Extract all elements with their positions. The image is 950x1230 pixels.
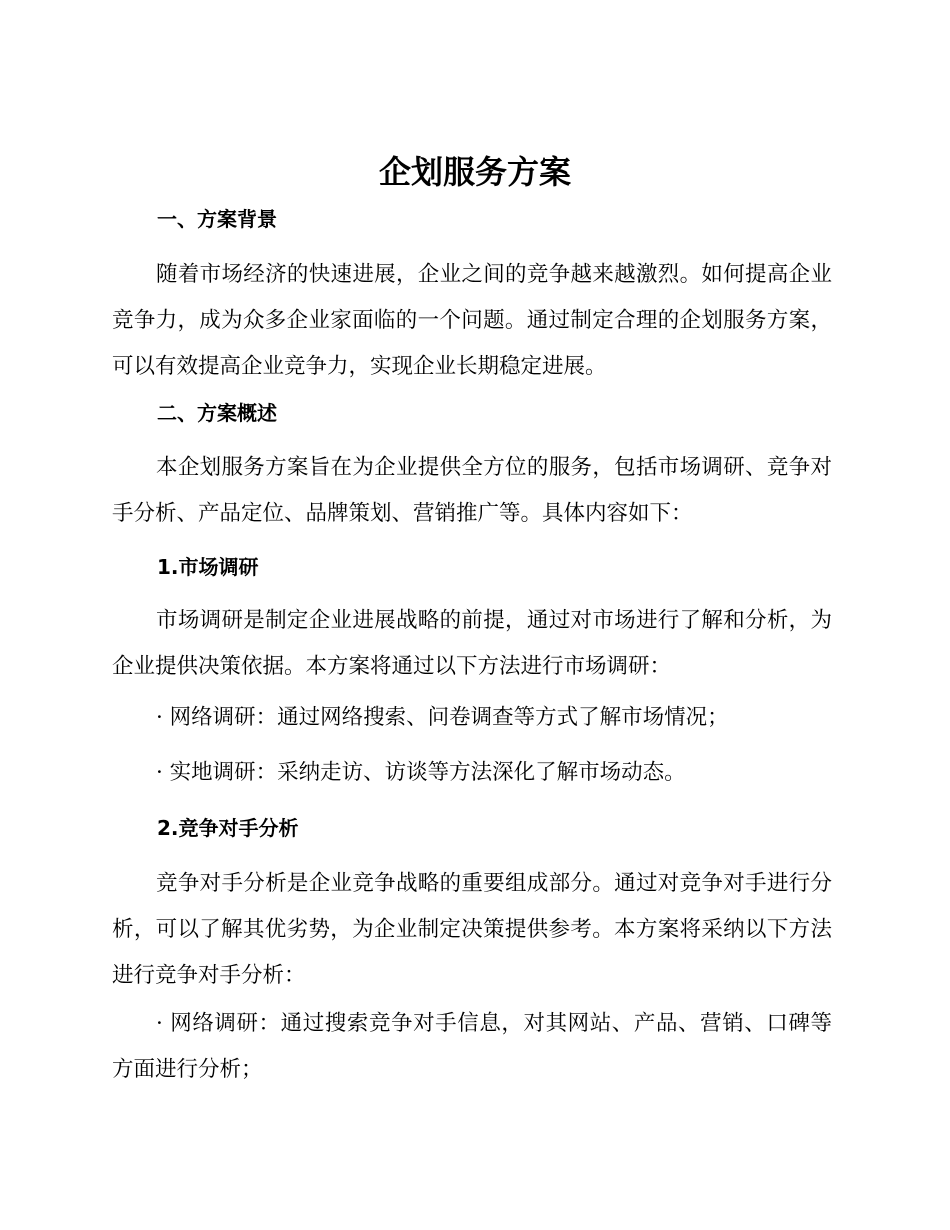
subsection-heading-market-research: 1.市场调研 [157, 555, 259, 579]
bullet-online-research: · 网络调研：通过网络搜索、问卷调查等方式了解市场情况； [156, 705, 729, 730]
section-paragraph-overview: 本企划服务方案旨在为企业提供全方位的服务，包括市场调研、竞争对手分析、产品定位、品牌策划、营销推广等。具体内容如下： [112, 455, 832, 526]
bullet-field-research: · 实地调研：采纳走访、访谈等方法深化了解市场动态。 [156, 760, 686, 785]
document-title: 企划服务方案 [378, 153, 571, 191]
subsection-heading-competitor-analysis: 2.竞争对手分析 [157, 816, 299, 840]
subsection-paragraph-market-research: 市场调研是制定企业进展战略的前提，通过对市场进行了解和分析，为企业提供决策依据。本方案将通过以下方法进行市场调研： [112, 608, 832, 679]
section-heading-background: 一、方案背景 [157, 207, 277, 231]
subsection-paragraph-competitor-analysis: 竞争对手分析是企业竞争战略的重要组成部分。通过对竞争对手进行分析，可以了解其优劣势，为企业制定决策提供参考。本方案将采纳以下方法进行竞争对手分析： [112, 871, 832, 988]
section-paragraph-background: 随着市场经济的快速进展，企业之间的竞争越来越激烈。如何提高企业竞争力，成为众多企业家面临的一个问题。通过制定合理的企划服务方案，可以有效提高企业竞争力，实现企业长期稳定进展。 [112, 262, 832, 379]
bullet-competitor-online-research: · 网络调研：通过搜索竞争对手信息，对其网站、产品、营销、口碑等方面进行分析； [112, 1011, 832, 1082]
section-heading-overview: 二、方案概述 [157, 401, 277, 425]
